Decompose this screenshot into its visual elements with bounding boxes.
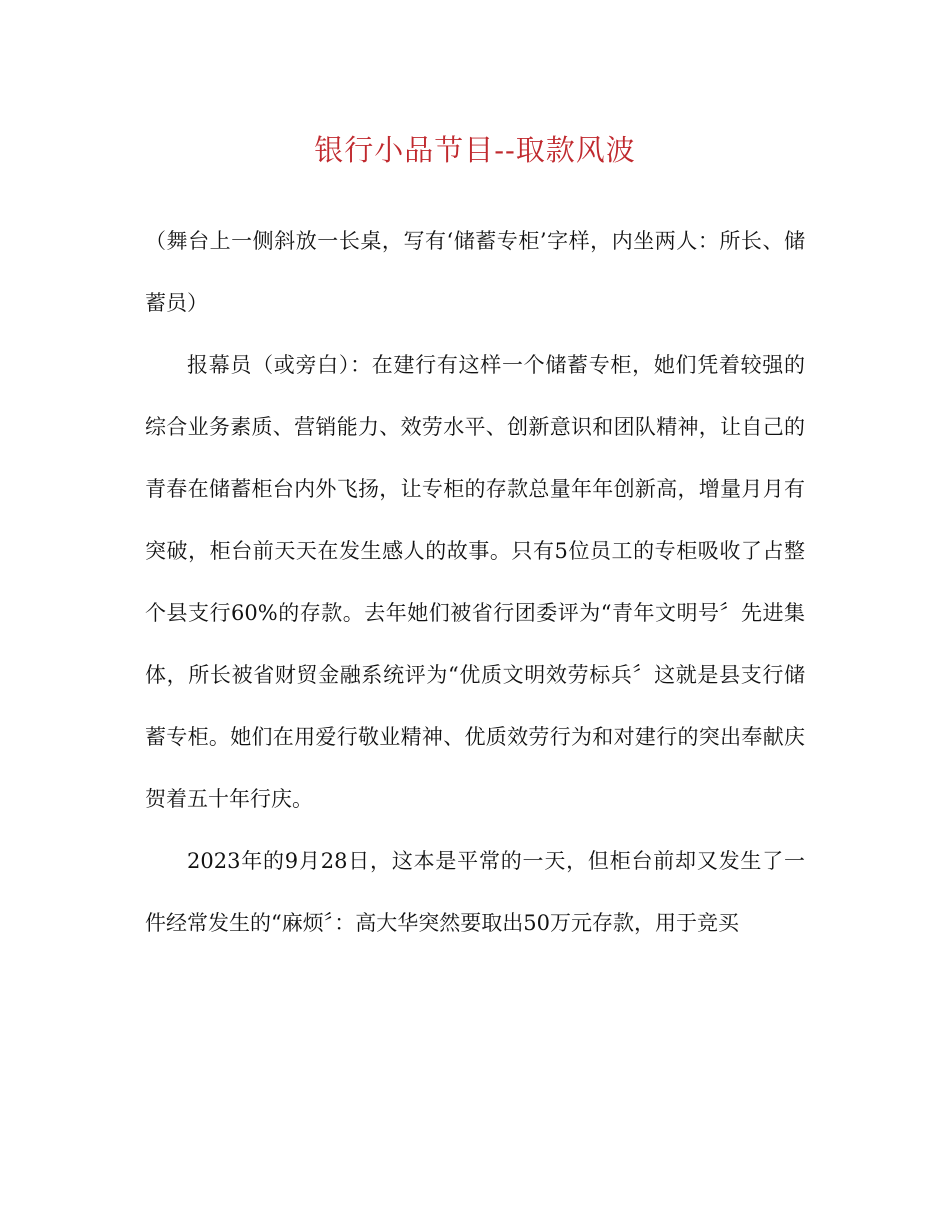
document-title: 银行小品节目--取款风波 — [314, 133, 636, 167]
narrator-paragraph: 报幕员（或旁白）：在建行有这样一个储蓄专柜，她们凭着较强的综合业务素质、营销能力、效劳水平、创新意识和团队精神，让自己的青春在储蓄柜台内外飞扬，让专柜的存款总量年年创新高，增量月月有突破，柜台前天天在发生感人的故事。只有5位员工的专柜吸收了占整个县支行60%的存款。去年她们被省行团委评为“青年文明号〞先进集体，所长被省财贸金融系统评为“优质文明效劳标兵〞这就是县支行储蓄专柜。她们在用爱行敬业精神、优质效劳行为和对建行的突出奉献庆贺着五十年行庆。 — [145, 353, 805, 811]
document-body — [145, 210, 805, 954]
stage-direction-paragraph: （舞台上一侧斜放一长桌，写有‘储蓄专柜’字样，内坐两人：所长、储蓄员） — [145, 229, 805, 315]
story-paragraph: 2023年的9月28日，这本是平常的一天，但柜台前却又发生了一件经常发生的“麻烦〞：高大华突然要取出50万元存款，用于竞买 — [145, 849, 805, 935]
